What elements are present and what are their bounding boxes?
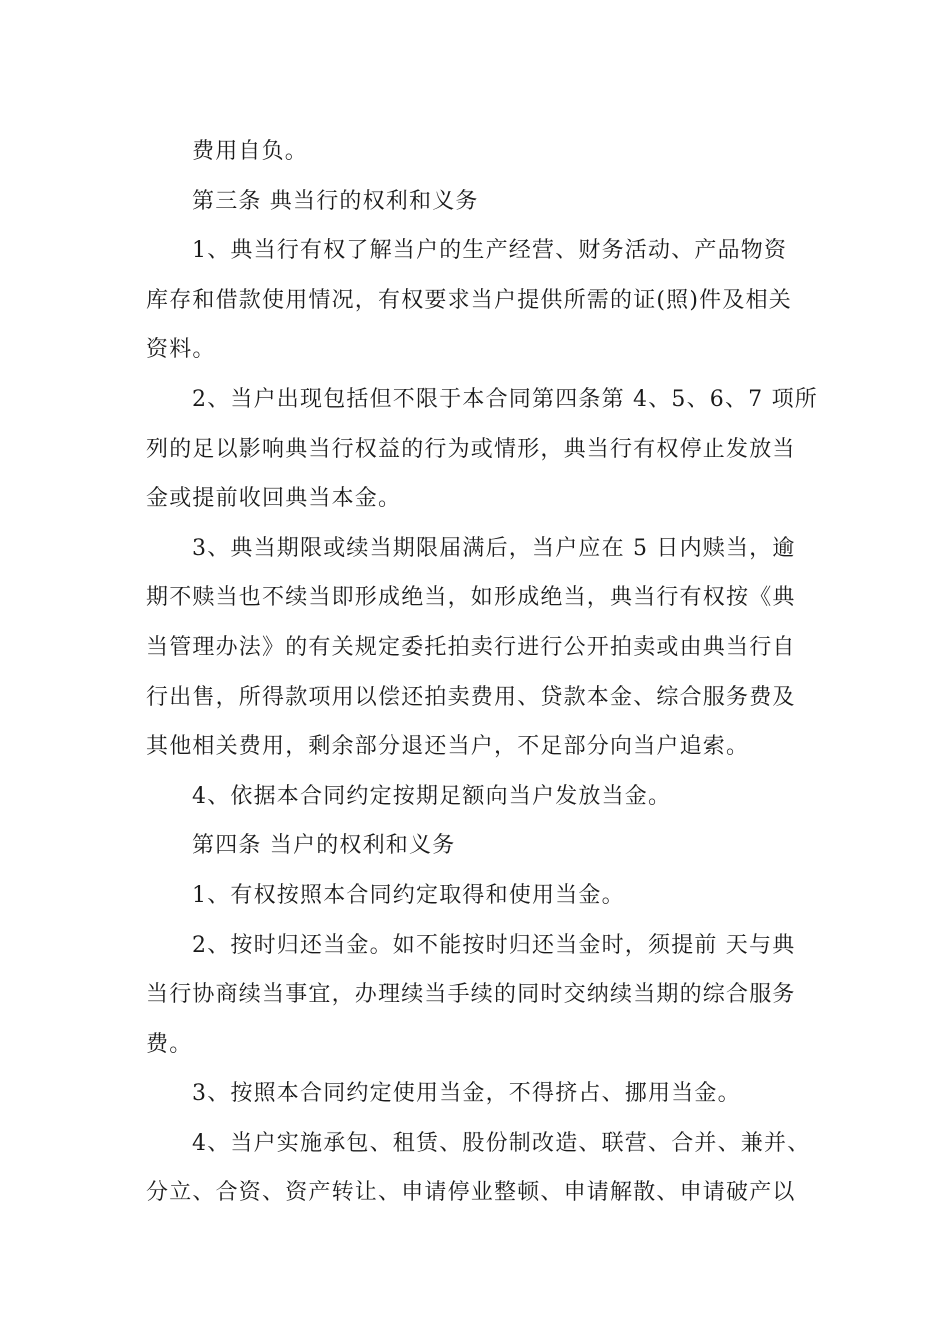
paragraph-article-4-item-3 [146, 1069, 806, 1119]
text-line: 期不赎当也不续当即形成绝当，如形成绝当，典当行有权按《典 [146, 585, 796, 611]
text-line: 3、按照本合同约定使用当金，不得挤占、挪用当金。 [192, 1081, 741, 1107]
paragraph-article-3-item-1 [146, 226, 806, 375]
text-line: 费用自负。 [192, 139, 309, 164]
text-line: 2、当户出现包括但不限于本合同第四条第 4、5、6、7 项所 [192, 386, 818, 412]
document-body [146, 127, 818, 1218]
text-line: 1、有权按照本合同约定取得和使用当金。 [192, 882, 625, 908]
paragraph-article-4-item-1 [146, 871, 806, 921]
paragraph-article-3-item-4 [146, 772, 806, 822]
paragraph-article-3-item-2 [146, 375, 818, 524]
text-line: 1、典当行有权了解当户的生产经营、财务活动、产品物资 [192, 238, 788, 264]
text-line: 第四条 当户的权利和义务 [192, 833, 456, 859]
text-line: 当行协商续当事宜，办理续当手续的同时交纳续当期的综合服务 [146, 982, 796, 1008]
text-line: 3、典当期限或续当期限届满后，当户应在 5 日内赎当，逾 [192, 535, 796, 561]
text-line: 其他相关费用，剩余部分退还当户，不足部分向当户追索。 [146, 734, 750, 760]
paragraph-article-3-item-3 [146, 524, 806, 772]
heading-article-4 [146, 821, 806, 871]
text-line: 金或提前收回典当本金。 [146, 486, 402, 512]
paragraph-fee-self-borne [146, 127, 806, 177]
text-line: 列的足以影响典当行权益的行为或情形，典当行有权停止发放当 [146, 436, 796, 462]
text-line: 4、当户实施承包、租赁、股份制改造、联营、合并、兼并、 [192, 1130, 811, 1156]
heading-article-3 [146, 177, 806, 227]
paragraph-article-4-item-4 [146, 1119, 811, 1218]
text-line: 2、按时归还当金。如不能按时归还当金时，须提前 天与典 [192, 932, 796, 958]
text-line: 费。 [146, 1031, 193, 1057]
text-line: 第三条 典当行的权利和义务 [192, 188, 479, 214]
text-line: 当管理办法》的有关规定委托拍卖行进行公开拍卖或由典当行自 [146, 634, 796, 660]
text-line: 库存和借款使用情况，有权要求当户提供所需的证(照)件及相关 [146, 287, 792, 313]
paragraph-article-4-item-2 [146, 921, 806, 1070]
text-line: 分立、合资、资产转让、申请停业整顿、申请解散、申请破产以 [146, 1180, 796, 1206]
text-line: 资料。 [146, 337, 216, 363]
text-line: 行出售，所得款项用以偿还拍卖费用、贷款本金、综合服务费及 [146, 684, 796, 710]
text-line: 4、依据本合同约定按期足额向当户发放当金。 [192, 783, 672, 809]
